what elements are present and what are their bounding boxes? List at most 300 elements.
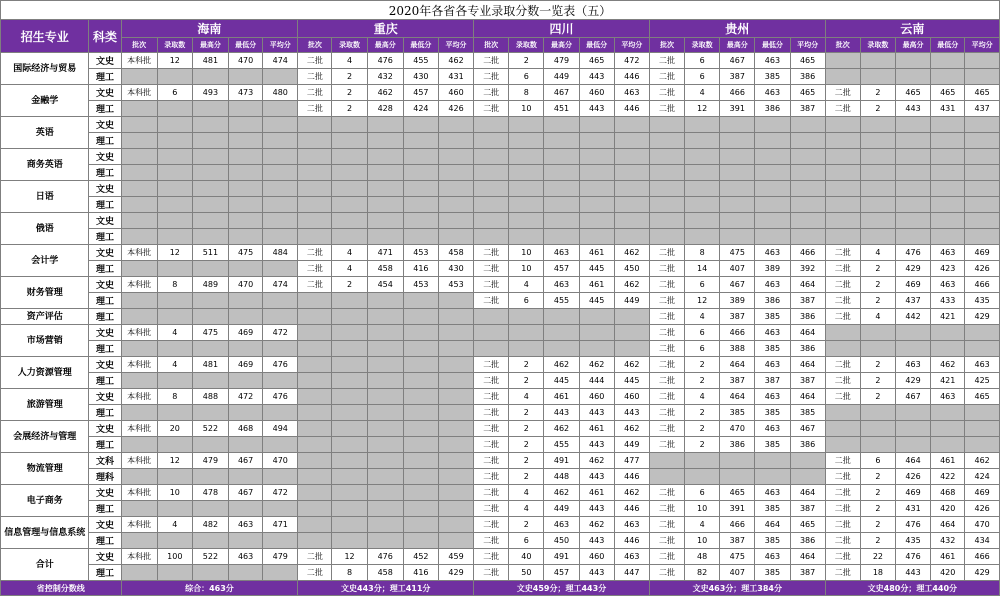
empty-cell [157, 405, 192, 421]
score-cell: 4 [685, 517, 720, 533]
empty-cell [649, 117, 684, 133]
score-cell: 6 [685, 69, 720, 85]
score-cell: 464 [755, 517, 790, 533]
score-cell: 二批 [474, 517, 509, 533]
score-cell: 2 [332, 69, 367, 85]
score-cell: 二批 [825, 277, 860, 293]
score-cell: 二批 [825, 357, 860, 373]
empty-cell [263, 373, 298, 389]
score-cell: 2 [685, 421, 720, 437]
empty-cell [825, 341, 860, 357]
score-cell: 430 [438, 261, 473, 277]
score-cell: 2 [860, 277, 895, 293]
major-name: 会计学 [1, 245, 89, 277]
table-row [1, 341, 1000, 357]
score-cell: 465 [579, 53, 614, 69]
score-cell: 82 [685, 565, 720, 581]
score-cell: 385 [755, 341, 790, 357]
empty-cell [298, 325, 332, 341]
empty-cell [403, 469, 438, 485]
score-cell: 470 [263, 453, 298, 469]
empty-cell [263, 69, 298, 85]
empty-cell [332, 197, 367, 213]
score-cell: 2 [509, 453, 544, 469]
empty-cell [614, 325, 649, 341]
score-cell: 387 [790, 501, 825, 517]
empty-cell [438, 133, 473, 149]
score-cell: 449 [614, 293, 649, 309]
empty-cell [263, 341, 298, 357]
sub-header: 录取数 [860, 38, 895, 53]
score-cell: 二批 [825, 309, 860, 325]
empty-cell [825, 197, 860, 213]
score-cell: 460 [579, 549, 614, 565]
empty-cell [755, 133, 790, 149]
empty-cell [825, 229, 860, 245]
score-cell: 2 [860, 469, 895, 485]
empty-cell [438, 341, 473, 357]
empty-cell [895, 133, 930, 149]
empty-cell [367, 485, 403, 501]
score-cell: 465 [790, 53, 825, 69]
empty-cell [229, 197, 263, 213]
score-cell: 422 [931, 469, 965, 485]
score-cell: 426 [438, 101, 473, 117]
score-cell: 462 [614, 485, 649, 501]
empty-cell [332, 341, 367, 357]
score-cell: 391 [720, 501, 755, 517]
score-cell: 二批 [825, 517, 860, 533]
score-cell: 4 [509, 389, 544, 405]
score-cell: 二批 [649, 69, 684, 85]
empty-cell [367, 181, 403, 197]
empty-cell [367, 453, 403, 469]
score-cell: 471 [367, 245, 403, 261]
score-cell: 本科批 [121, 325, 157, 341]
empty-cell [579, 165, 614, 181]
empty-cell [649, 213, 684, 229]
empty-cell [790, 117, 825, 133]
major-name: 信息管理与信息系统 [1, 517, 89, 549]
empty-cell [192, 133, 228, 149]
empty-cell [720, 453, 755, 469]
score-cell: 二批 [825, 485, 860, 501]
score-cell: 4 [332, 245, 367, 261]
score-cell: 522 [192, 549, 228, 565]
score-cell: 385 [790, 405, 825, 421]
score-cell: 二批 [474, 533, 509, 549]
score-cell: 434 [965, 533, 1000, 549]
empty-cell [438, 229, 473, 245]
table-row [1, 261, 1000, 277]
empty-cell [931, 421, 965, 437]
empty-cell [192, 117, 228, 133]
empty-cell [263, 117, 298, 133]
empty-cell [790, 149, 825, 165]
score-cell: 2 [509, 469, 544, 485]
table-row [1, 405, 1000, 421]
empty-cell [438, 165, 473, 181]
score-cell: 463 [755, 325, 790, 341]
empty-cell [332, 357, 367, 373]
empty-cell [192, 373, 228, 389]
empty-cell [229, 261, 263, 277]
empty-cell [157, 197, 192, 213]
score-cell: 457 [544, 565, 579, 581]
score-cell: 463 [614, 85, 649, 101]
score-cell: 二批 [825, 469, 860, 485]
score-cell: 433 [931, 293, 965, 309]
score-cell: 463 [544, 245, 579, 261]
score-cell: 479 [544, 53, 579, 69]
score-cell: 468 [229, 421, 263, 437]
score-cell: 461 [579, 421, 614, 437]
empty-cell [403, 293, 438, 309]
table-row [1, 565, 1000, 581]
empty-cell [121, 261, 157, 277]
score-cell: 473 [229, 85, 263, 101]
sub-header: 最低分 [755, 38, 790, 53]
score-cell: 423 [931, 261, 965, 277]
score-cell: 二批 [474, 85, 509, 101]
score-cell: 463 [755, 357, 790, 373]
empty-cell [367, 133, 403, 149]
empty-cell [438, 453, 473, 469]
score-cell: 386 [755, 101, 790, 117]
score-cell: 463 [895, 357, 930, 373]
empty-cell [895, 325, 930, 341]
table-row [1, 389, 1000, 405]
score-cell: 467 [229, 453, 263, 469]
kelei-cell: 文史 [89, 117, 121, 133]
score-cell: 2 [509, 373, 544, 389]
empty-cell [720, 229, 755, 245]
empty-cell [755, 213, 790, 229]
empty-cell [263, 293, 298, 309]
control-line-value: 文史443分；理工411分 [298, 581, 474, 596]
empty-cell [544, 165, 579, 181]
empty-cell [332, 309, 367, 325]
empty-cell [403, 533, 438, 549]
score-cell: 462 [579, 357, 614, 373]
empty-cell [685, 165, 720, 181]
score-cell: 100 [157, 549, 192, 565]
empty-cell [509, 229, 544, 245]
empty-cell [332, 229, 367, 245]
empty-cell [332, 293, 367, 309]
kelei-cell: 文史 [89, 85, 121, 101]
score-cell: 431 [931, 101, 965, 117]
empty-cell [438, 149, 473, 165]
score-cell: 10 [685, 501, 720, 517]
score-cell: 467 [720, 277, 755, 293]
score-cell: 二批 [298, 277, 332, 293]
score-cell: 426 [965, 261, 1000, 277]
score-cell: 2 [685, 405, 720, 421]
sub-header: 批次 [825, 38, 860, 53]
empty-cell [367, 213, 403, 229]
score-cell: 432 [367, 69, 403, 85]
score-cell: 二批 [649, 533, 684, 549]
table-row [1, 533, 1000, 549]
empty-cell [931, 437, 965, 453]
score-cell: 450 [544, 533, 579, 549]
score-cell: 426 [895, 469, 930, 485]
sub-header: 最低分 [403, 38, 438, 53]
sub-header: 平均分 [438, 38, 473, 53]
empty-cell [579, 117, 614, 133]
empty-cell [403, 133, 438, 149]
empty-cell [192, 69, 228, 85]
empty-cell [438, 325, 473, 341]
score-cell: 4 [509, 277, 544, 293]
score-cell: 二批 [649, 277, 684, 293]
empty-cell [121, 69, 157, 85]
kelei-cell: 理工 [89, 261, 121, 277]
score-cell: 二批 [474, 101, 509, 117]
score-cell: 475 [229, 245, 263, 261]
score-cell: 466 [965, 277, 1000, 293]
score-cell: 464 [720, 357, 755, 373]
empty-cell [965, 133, 1000, 149]
empty-cell [298, 405, 332, 421]
empty-cell [403, 501, 438, 517]
empty-cell [965, 149, 1000, 165]
sub-header: 平均分 [614, 38, 649, 53]
empty-cell [579, 325, 614, 341]
title-row [1, 1, 1000, 20]
table-row [1, 229, 1000, 245]
empty-cell [474, 181, 509, 197]
empty-cell [509, 149, 544, 165]
kelei-cell: 文史 [89, 277, 121, 293]
score-cell: 463 [755, 53, 790, 69]
empty-cell [720, 117, 755, 133]
empty-cell [229, 309, 263, 325]
empty-cell [965, 117, 1000, 133]
score-cell: 二批 [825, 453, 860, 469]
empty-cell [931, 149, 965, 165]
sub-header: 录取数 [509, 38, 544, 53]
score-cell: 387 [720, 309, 755, 325]
empty-cell [192, 165, 228, 181]
score-cell: 2 [860, 293, 895, 309]
score-cell: 471 [263, 517, 298, 533]
empty-cell [263, 309, 298, 325]
empty-cell [825, 213, 860, 229]
score-cell: 470 [720, 421, 755, 437]
score-cell: 429 [895, 261, 930, 277]
score-cell: 二批 [649, 549, 684, 565]
empty-cell [367, 357, 403, 373]
empty-cell [860, 437, 895, 453]
empty-cell [121, 533, 157, 549]
score-cell: 476 [367, 549, 403, 565]
score-cell: 463 [755, 421, 790, 437]
score-cell: 443 [579, 565, 614, 581]
empty-cell [438, 181, 473, 197]
table-row [1, 517, 1000, 533]
table-row [1, 373, 1000, 389]
empty-cell [649, 181, 684, 197]
empty-cell [825, 133, 860, 149]
province-header: 四川 [474, 20, 650, 38]
score-cell: 二批 [825, 501, 860, 517]
score-cell: 二批 [825, 245, 860, 261]
control-line-value: 文史459分；理工443分 [474, 581, 650, 596]
empty-cell [121, 165, 157, 181]
empty-cell [579, 309, 614, 325]
empty-cell [298, 421, 332, 437]
sub-header: 最高分 [544, 38, 579, 53]
major-name: 商务英语 [1, 149, 89, 181]
empty-cell [229, 501, 263, 517]
score-cell: 2 [509, 517, 544, 533]
score-cell: 407 [720, 565, 755, 581]
major-name: 金融学 [1, 85, 89, 117]
score-cell: 385 [755, 501, 790, 517]
score-cell: 462 [544, 485, 579, 501]
score-cell: 463 [931, 389, 965, 405]
score-cell: 443 [895, 101, 930, 117]
empty-cell [367, 469, 403, 485]
score-cell: 429 [965, 565, 1000, 581]
empty-cell [121, 437, 157, 453]
score-cell: 476 [367, 53, 403, 69]
score-cell: 本科批 [121, 421, 157, 437]
score-cell: 443 [614, 405, 649, 421]
score-cell: 二批 [298, 85, 332, 101]
empty-cell [755, 229, 790, 245]
score-cell: 463 [755, 389, 790, 405]
score-cell: 462 [367, 85, 403, 101]
empty-cell [614, 213, 649, 229]
empty-cell [438, 469, 473, 485]
score-cell: 二批 [825, 85, 860, 101]
score-cell: 4 [332, 53, 367, 69]
score-cell: 385 [720, 405, 755, 421]
empty-cell [965, 421, 1000, 437]
empty-cell [298, 197, 332, 213]
score-cell: 二批 [649, 421, 684, 437]
empty-cell [509, 165, 544, 181]
empty-cell [263, 469, 298, 485]
score-cell: 462 [579, 453, 614, 469]
score-cell: 二批 [474, 245, 509, 261]
empty-cell [860, 325, 895, 341]
kelei-cell: 文史 [89, 53, 121, 69]
empty-cell [825, 165, 860, 181]
kelei-cell: 理工 [89, 293, 121, 309]
score-cell: 445 [614, 373, 649, 389]
score-cell: 463 [229, 517, 263, 533]
table-row [1, 133, 1000, 149]
empty-cell [332, 133, 367, 149]
score-cell: 453 [438, 277, 473, 293]
score-cell: 454 [367, 277, 403, 293]
score-cell: 386 [790, 341, 825, 357]
empty-cell [860, 165, 895, 181]
empty-cell [474, 165, 509, 181]
score-cell: 2 [332, 85, 367, 101]
empty-cell [192, 181, 228, 197]
empty-cell [825, 53, 860, 69]
empty-cell [298, 181, 332, 197]
table-row [1, 101, 1000, 117]
score-cell: 445 [579, 293, 614, 309]
empty-cell [649, 453, 684, 469]
score-cell: 460 [438, 85, 473, 101]
score-cell: 457 [544, 261, 579, 277]
empty-cell [121, 149, 157, 165]
empty-cell [298, 437, 332, 453]
score-cell: 386 [755, 293, 790, 309]
score-cell: 476 [895, 245, 930, 261]
empty-cell [367, 437, 403, 453]
empty-cell [438, 213, 473, 229]
empty-cell [298, 213, 332, 229]
score-cell: 460 [579, 85, 614, 101]
empty-cell [755, 469, 790, 485]
score-cell: 463 [755, 549, 790, 565]
score-cell: 二批 [825, 293, 860, 309]
empty-cell [860, 341, 895, 357]
score-cell: 二批 [474, 421, 509, 437]
score-cell: 本科批 [121, 453, 157, 469]
empty-cell [298, 453, 332, 469]
empty-cell [755, 165, 790, 181]
empty-cell [192, 213, 228, 229]
empty-cell [474, 309, 509, 325]
empty-cell [544, 309, 579, 325]
empty-cell [544, 325, 579, 341]
score-cell: 424 [965, 469, 1000, 485]
empty-cell [332, 501, 367, 517]
score-cell: 511 [192, 245, 228, 261]
score-cell: 2 [332, 277, 367, 293]
score-cell: 416 [403, 565, 438, 581]
score-cell: 二批 [649, 373, 684, 389]
score-cell: 464 [895, 453, 930, 469]
score-cell: 462 [614, 277, 649, 293]
empty-cell [332, 117, 367, 133]
empty-cell [790, 181, 825, 197]
empty-cell [895, 229, 930, 245]
score-cell: 464 [931, 517, 965, 533]
empty-cell [509, 181, 544, 197]
sub-header: 最低分 [579, 38, 614, 53]
kelei-cell: 理工 [89, 197, 121, 213]
empty-cell [931, 325, 965, 341]
empty-cell [403, 453, 438, 469]
empty-cell [367, 117, 403, 133]
score-cell: 522 [192, 421, 228, 437]
score-cell: 8 [685, 245, 720, 261]
major-name: 物流管理 [1, 453, 89, 485]
empty-cell [860, 69, 895, 85]
empty-cell [192, 309, 228, 325]
empty-cell [931, 197, 965, 213]
empty-cell [403, 485, 438, 501]
major-name: 电子商务 [1, 485, 89, 517]
empty-cell [544, 133, 579, 149]
score-cell: 12 [685, 293, 720, 309]
table-row [1, 469, 1000, 485]
score-cell: 489 [192, 277, 228, 293]
score-cell: 2 [509, 53, 544, 69]
empty-cell [192, 293, 228, 309]
score-cell: 6 [685, 485, 720, 501]
